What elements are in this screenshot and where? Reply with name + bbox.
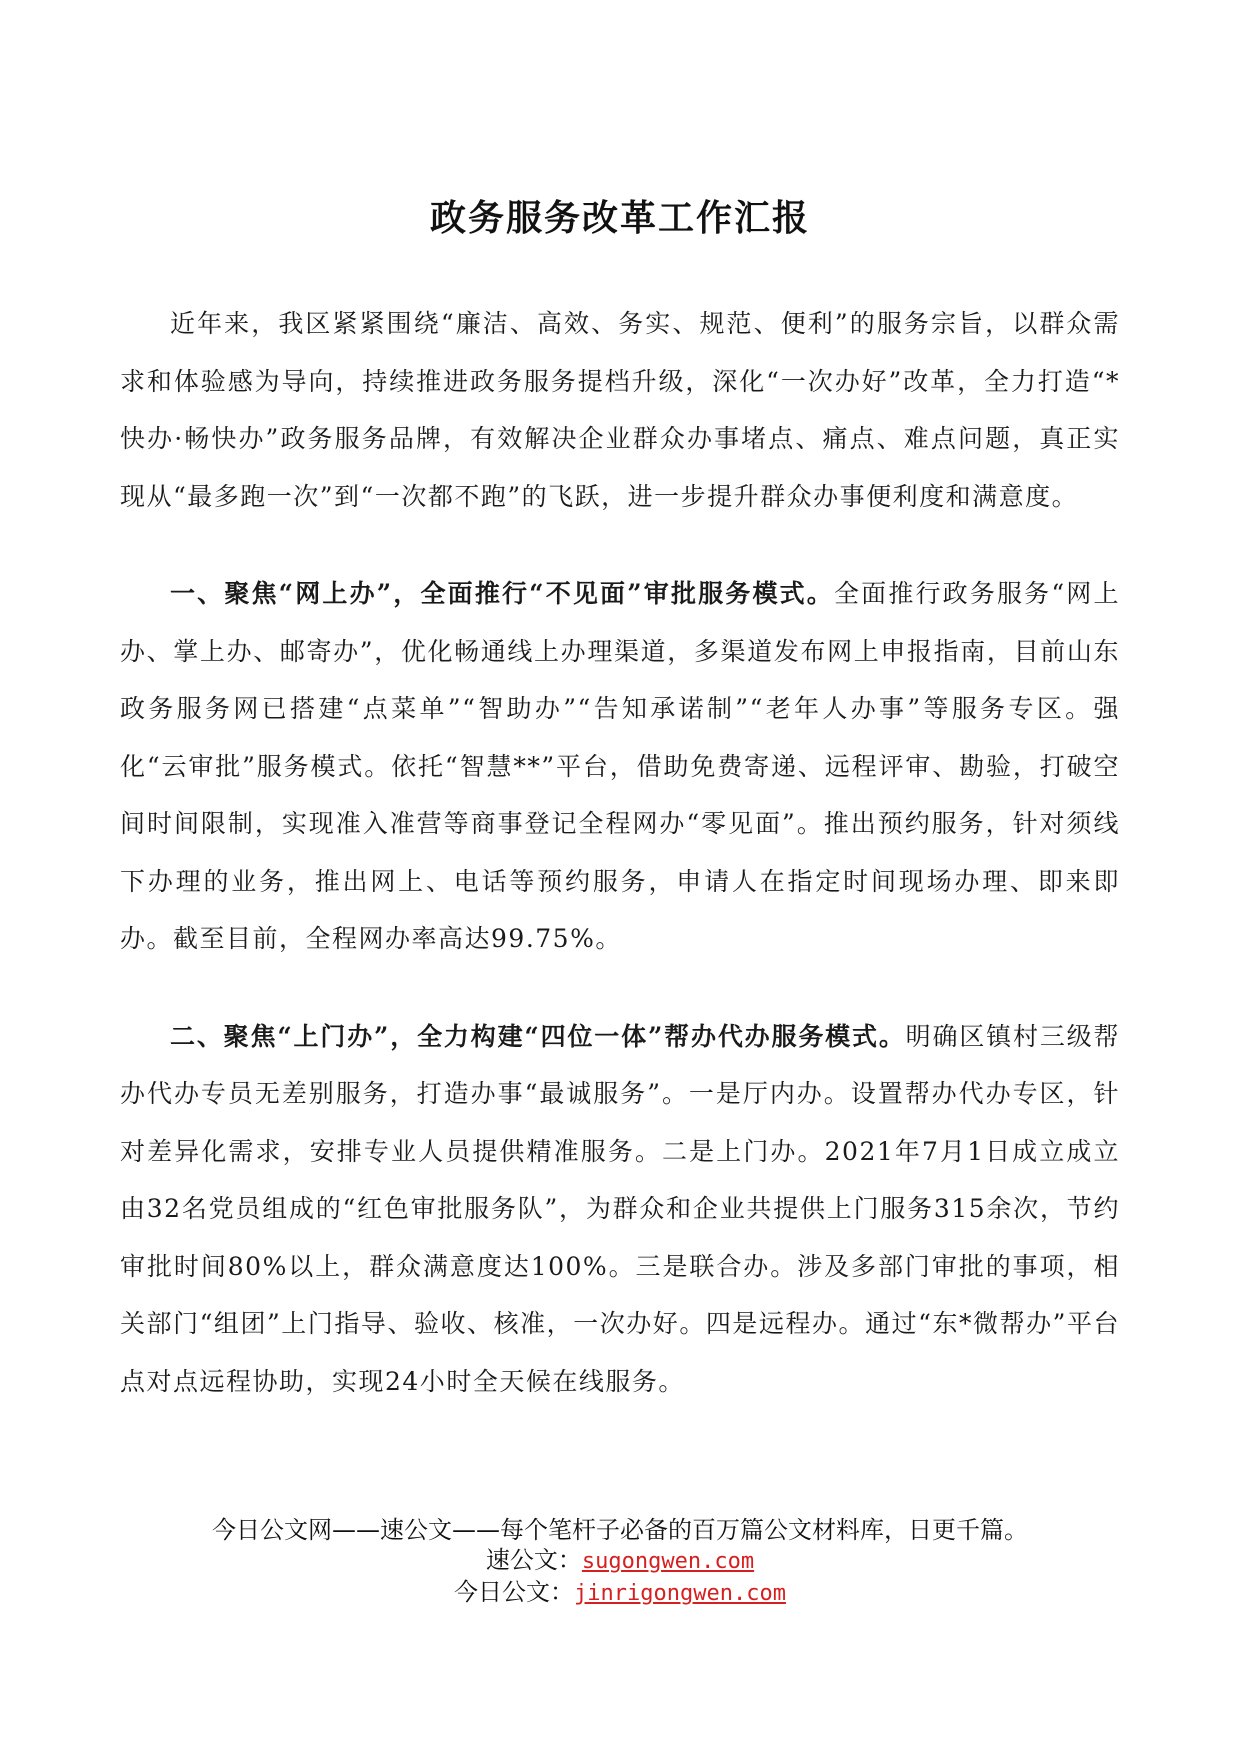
paragraph-text: 明确区镇村三级帮办代办专员无差别服务，打造办事“最诚服务”。一是厅内办。设置帮办代办专区，针对差异化需求，安排专业人员提供精准服务。二是上门办。2021年7月1日成立成立由32名党员组成的“红色审批服务队”，为群众和企业共提供上门服务315余次，节约审批时间80%以上，群众满意度达100%。三是联合办。涉及多部门审批的事项，相关部门“组团”上门指导、验收、核准，一次办好。四是远程办。通过“东*微帮办”平台点对点远程协助，实现24小时全天候在线服务。 [120, 1021, 1120, 1396]
sugongwen-link[interactable]: sugongwen.com [581, 1549, 755, 1574]
footer-slogan: 今日公文网——速公文——每个笔杆子必备的百万篇公文材料库，日更千篇。 [212, 1516, 1028, 1544]
footer-jinrigongwen-label: 今日公文： [454, 1578, 575, 1606]
section-one-heading: 一、聚焦“网上办”，全面推行“不见面”审批服务模式。 [170, 579, 834, 608]
footer-sugongwen-label: 速公文： [485, 1546, 582, 1574]
document-body [120, 295, 1120, 1410]
footer [0, 1515, 1240, 1609]
paragraph-text: 全面推行政务服务“网上办、掌上办、邮寄办”，优化畅通线上办理渠道，多渠道发布网上申报指南，目前山东政务服务网已搭建“点菜单”“智助办”“告知承诺制”“老年人办事”等服务专区。强化“云审批”服务模式。依托“智慧**”平台，借助免费寄递、远程评审、勘验，打破空间时间限制，实现准入准营等商事登记全程网办“零见面”。推出预约服务，针对须线下办理的业务，推出网上、电话等预约服务，申请人在指定时间现场办理、即来即办。截至目前，全程网办率高达99.75%。 [120, 579, 1120, 953]
section-two-paragraph [120, 1008, 1120, 1411]
intro-paragraph [120, 295, 1120, 525]
section-one-paragraph [120, 565, 1120, 968]
document-title: 政务服务改革工作汇报 [429, 197, 810, 239]
section-two-heading: 二、聚焦“上门办”，全力构建“四位一体”帮办代办服务模式。 [170, 1021, 906, 1051]
paragraph-text: 近年来，我区紧紧围绕“廉洁、高效、务实、规范、便利”的服务宗旨，以群众需求和体验感为导向，持续推进政务服务提档升级，深化“一次办好”改革，全力打造“*快办·畅快办”政务服务品牌，有效解决企业群众办事堵点、痛点、难点问题，真正实现从“最多跑一次”到“一次都不跑”的飞跃，进一步提升群众办事便利度和满意度。 [120, 309, 1120, 511]
jinrigongwen-link[interactable]: jinrigongwen.com [574, 1581, 786, 1606]
footer-jinrigongwen [0, 1577, 1240, 1609]
footer-sugongwen [0, 1545, 1240, 1577]
